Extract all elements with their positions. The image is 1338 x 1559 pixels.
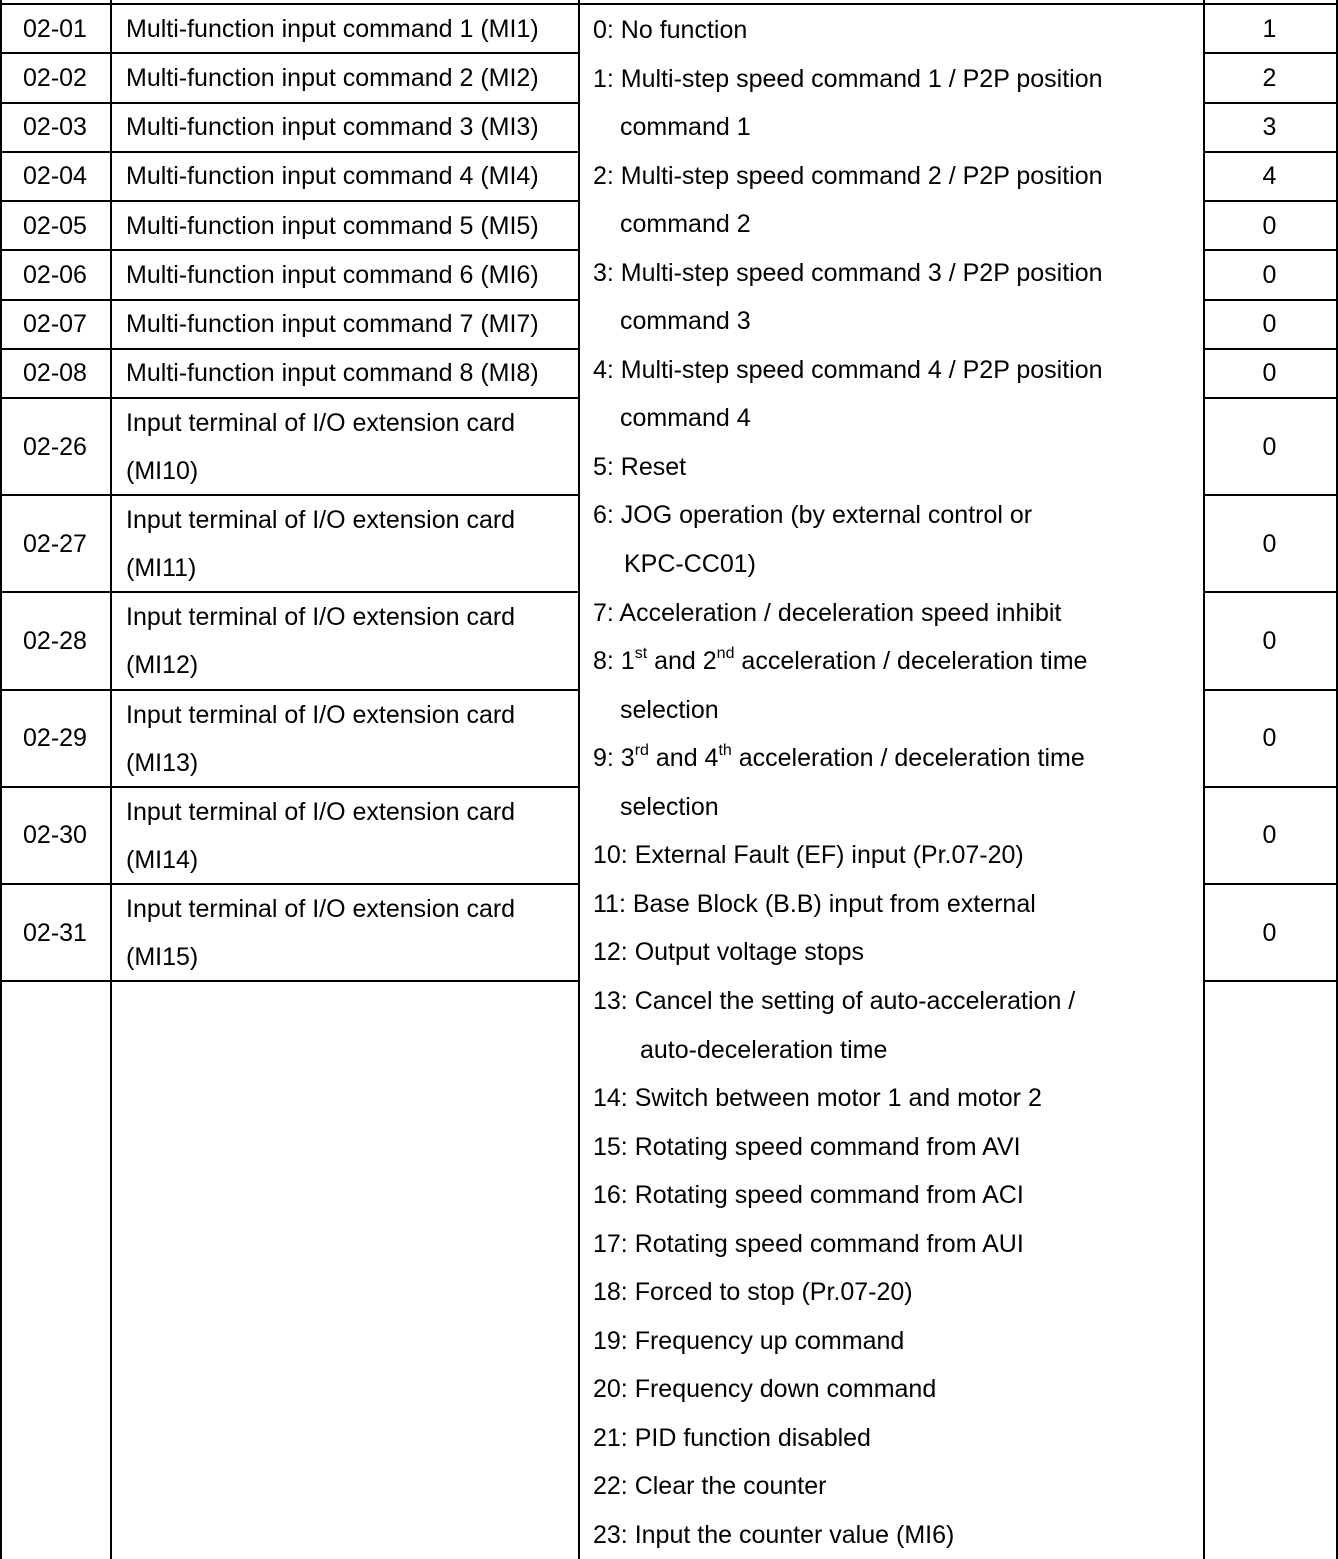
param-name: Input terminal of I/O extension card (126, 701, 516, 729)
row-rule-left-13 (0, 883, 580, 885)
param-default: 0 (1262, 212, 1277, 240)
param-default: 0 (1262, 310, 1277, 338)
row-rule-right-3 (1203, 151, 1338, 153)
param-name: Multi-function input command 4 (MI4) (126, 162, 539, 190)
param-name: Multi-function input command 1 (MI1) (126, 15, 539, 43)
column-rule-1 (110, 0, 112, 1559)
param-code: 02-30 (23, 821, 87, 849)
row-rule-top-settings (578, 3, 1203, 5)
setting-item: 12: Output voltage stops (593, 938, 865, 966)
param-name: (MI13) (126, 749, 199, 777)
param-code: 02-29 (23, 724, 87, 752)
row-rule-left-9 (0, 494, 580, 496)
param-name: (MI14) (126, 846, 199, 874)
setting-item: 21: PID function disabled (593, 1424, 871, 1452)
row-rule-right-8 (1203, 397, 1338, 399)
row-rule-left-11 (0, 689, 580, 691)
row-rule-left-1 (0, 52, 580, 54)
setting-item: 15: Rotating speed command from AVI (593, 1133, 1021, 1161)
row-rule-right-2 (1203, 102, 1338, 104)
ordinal-suffix: rd (634, 741, 649, 759)
row-rule-left-8 (0, 397, 580, 399)
param-code: 02-27 (23, 530, 87, 558)
param-name: Multi-function input command 8 (MI8) (126, 359, 539, 387)
row-rule-left-7 (0, 348, 580, 350)
row-rule-right-0 (1203, 3, 1338, 5)
row-rule-right-4 (1203, 200, 1338, 202)
row-rule-right-11 (1203, 689, 1338, 691)
setting-item: selection (620, 793, 719, 821)
setting-item: 10: External Fault (EF) input (Pr.07-20) (593, 841, 1024, 869)
setting-item: auto-deceleration time (640, 1036, 888, 1064)
param-name: Multi-function input command 6 (MI6) (126, 261, 539, 289)
setting-text: 9: 3 (593, 744, 635, 772)
setting-item: 5: Reset (593, 453, 687, 481)
param-default: 0 (1262, 359, 1277, 387)
row-rule-right-1 (1203, 52, 1338, 54)
row-rule-left-4 (0, 200, 580, 202)
row-rule-left-3 (0, 151, 580, 153)
row-rule-right-13 (1203, 883, 1338, 885)
row-rule-left-10 (0, 591, 580, 593)
param-name: Input terminal of I/O extension card (126, 506, 516, 534)
setting-item: command 2 (620, 210, 751, 238)
setting-text: and 4 (648, 744, 719, 772)
setting-item: KPC-CC01) (624, 550, 756, 578)
param-code: 02-31 (23, 919, 87, 947)
row-rule-left-12 (0, 786, 580, 788)
setting-text: acceleration / deceleration time (731, 744, 1085, 772)
setting-item: 3: Multi-step speed command 3 / P2P position (593, 259, 1103, 287)
row-rule-left-6 (0, 299, 580, 301)
setting-item (593, 646, 1087, 676)
row-rule-right-14 (1203, 980, 1338, 982)
setting-item: 18: Forced to stop (Pr.07-20) (593, 1278, 913, 1306)
row-rule-right-12 (1203, 786, 1338, 788)
param-name: (MI11) (126, 554, 197, 582)
param-code: 02-02 (23, 64, 87, 92)
param-name: Multi-function input command 7 (MI7) (126, 310, 539, 338)
param-name: (MI15) (126, 943, 199, 971)
setting-item: 11: Base Block (B.B) input from external (593, 890, 1036, 918)
setting-item: command 1 (620, 113, 751, 141)
param-default: 0 (1262, 530, 1277, 558)
setting-item: 19: Frequency up command (593, 1327, 905, 1355)
param-default: 0 (1262, 433, 1277, 461)
param-default: 0 (1262, 627, 1277, 655)
setting-text: and 2 (647, 647, 717, 675)
setting-item: 20: Frequency down command (593, 1375, 937, 1403)
param-name: Input terminal of I/O extension card (126, 798, 516, 826)
param-default: 0 (1262, 821, 1277, 849)
param-name: Input terminal of I/O extension card (126, 603, 516, 631)
setting-item: 13: Cancel the setting of auto-acceleration / (593, 987, 1076, 1015)
param-name: Multi-function input command 5 (MI5) (126, 212, 539, 240)
setting-item: 14: Switch between motor 1 and motor 2 (593, 1084, 1042, 1112)
setting-text: 8: 1 (593, 647, 635, 675)
param-code: 02-26 (23, 433, 87, 461)
setting-item: selection (620, 696, 719, 724)
param-default: 0 (1262, 919, 1277, 947)
param-default: 2 (1262, 64, 1277, 92)
setting-item: 23: Input the counter value (MI6) (593, 1521, 955, 1549)
setting-item (593, 743, 1085, 773)
setting-text: acceleration / deceleration time (734, 647, 1088, 675)
row-rule-right-7 (1203, 348, 1338, 350)
setting-item: 1: Multi-step speed command 1 / P2P position (593, 65, 1103, 93)
param-name: (MI10) (126, 457, 199, 485)
param-code: 02-04 (23, 162, 87, 190)
column-rule-2 (578, 0, 580, 1559)
row-rule-left-2 (0, 102, 580, 104)
setting-item: 2: Multi-step speed command 2 / P2P position (593, 162, 1103, 190)
param-default: 1 (1262, 15, 1277, 43)
param-code: 02-08 (23, 359, 87, 387)
param-default: 4 (1262, 162, 1277, 190)
param-code: 02-07 (23, 310, 87, 338)
setting-item: command 4 (620, 404, 751, 432)
setting-item: 7: Acceleration / deceleration speed inhibit (593, 599, 1062, 627)
param-default: 0 (1262, 261, 1277, 289)
param-name: Multi-function input command 2 (MI2) (126, 64, 539, 92)
ordinal-suffix: nd (716, 644, 735, 662)
row-rule-right-10 (1203, 591, 1338, 593)
param-code: 02-06 (23, 261, 87, 289)
param-name: Multi-function input command 3 (MI3) (126, 113, 539, 141)
param-default: 0 (1262, 724, 1277, 752)
param-name: Input terminal of I/O extension card (126, 895, 516, 923)
param-default: 3 (1262, 113, 1277, 141)
setting-item: 16: Rotating speed command from ACI (593, 1181, 1024, 1209)
setting-item: 6: JOG operation (by external control or (593, 501, 1033, 529)
ordinal-suffix: th (718, 741, 732, 759)
row-rule-right-6 (1203, 299, 1338, 301)
setting-item: command 3 (620, 307, 751, 335)
param-name: Input terminal of I/O extension card (126, 409, 516, 437)
setting-item: 4: Multi-step speed command 4 / P2P position (593, 356, 1103, 384)
param-name: (MI12) (126, 651, 199, 679)
param-code: 02-05 (23, 212, 87, 240)
setting-item: 22: Clear the counter (593, 1472, 827, 1500)
setting-item: 17: Rotating speed command from AUI (593, 1230, 1024, 1258)
param-code: 02-03 (23, 113, 87, 141)
row-rule-right-5 (1203, 249, 1338, 251)
row-rule-left-0 (0, 3, 580, 5)
row-rule-right-9 (1203, 494, 1338, 496)
ordinal-suffix: st (634, 644, 648, 662)
row-rule-left-14 (0, 980, 580, 982)
row-rule-left-5 (0, 249, 580, 251)
param-code: 02-28 (23, 627, 87, 655)
setting-item: 0: No function (593, 16, 748, 44)
param-code: 02-01 (23, 15, 87, 43)
